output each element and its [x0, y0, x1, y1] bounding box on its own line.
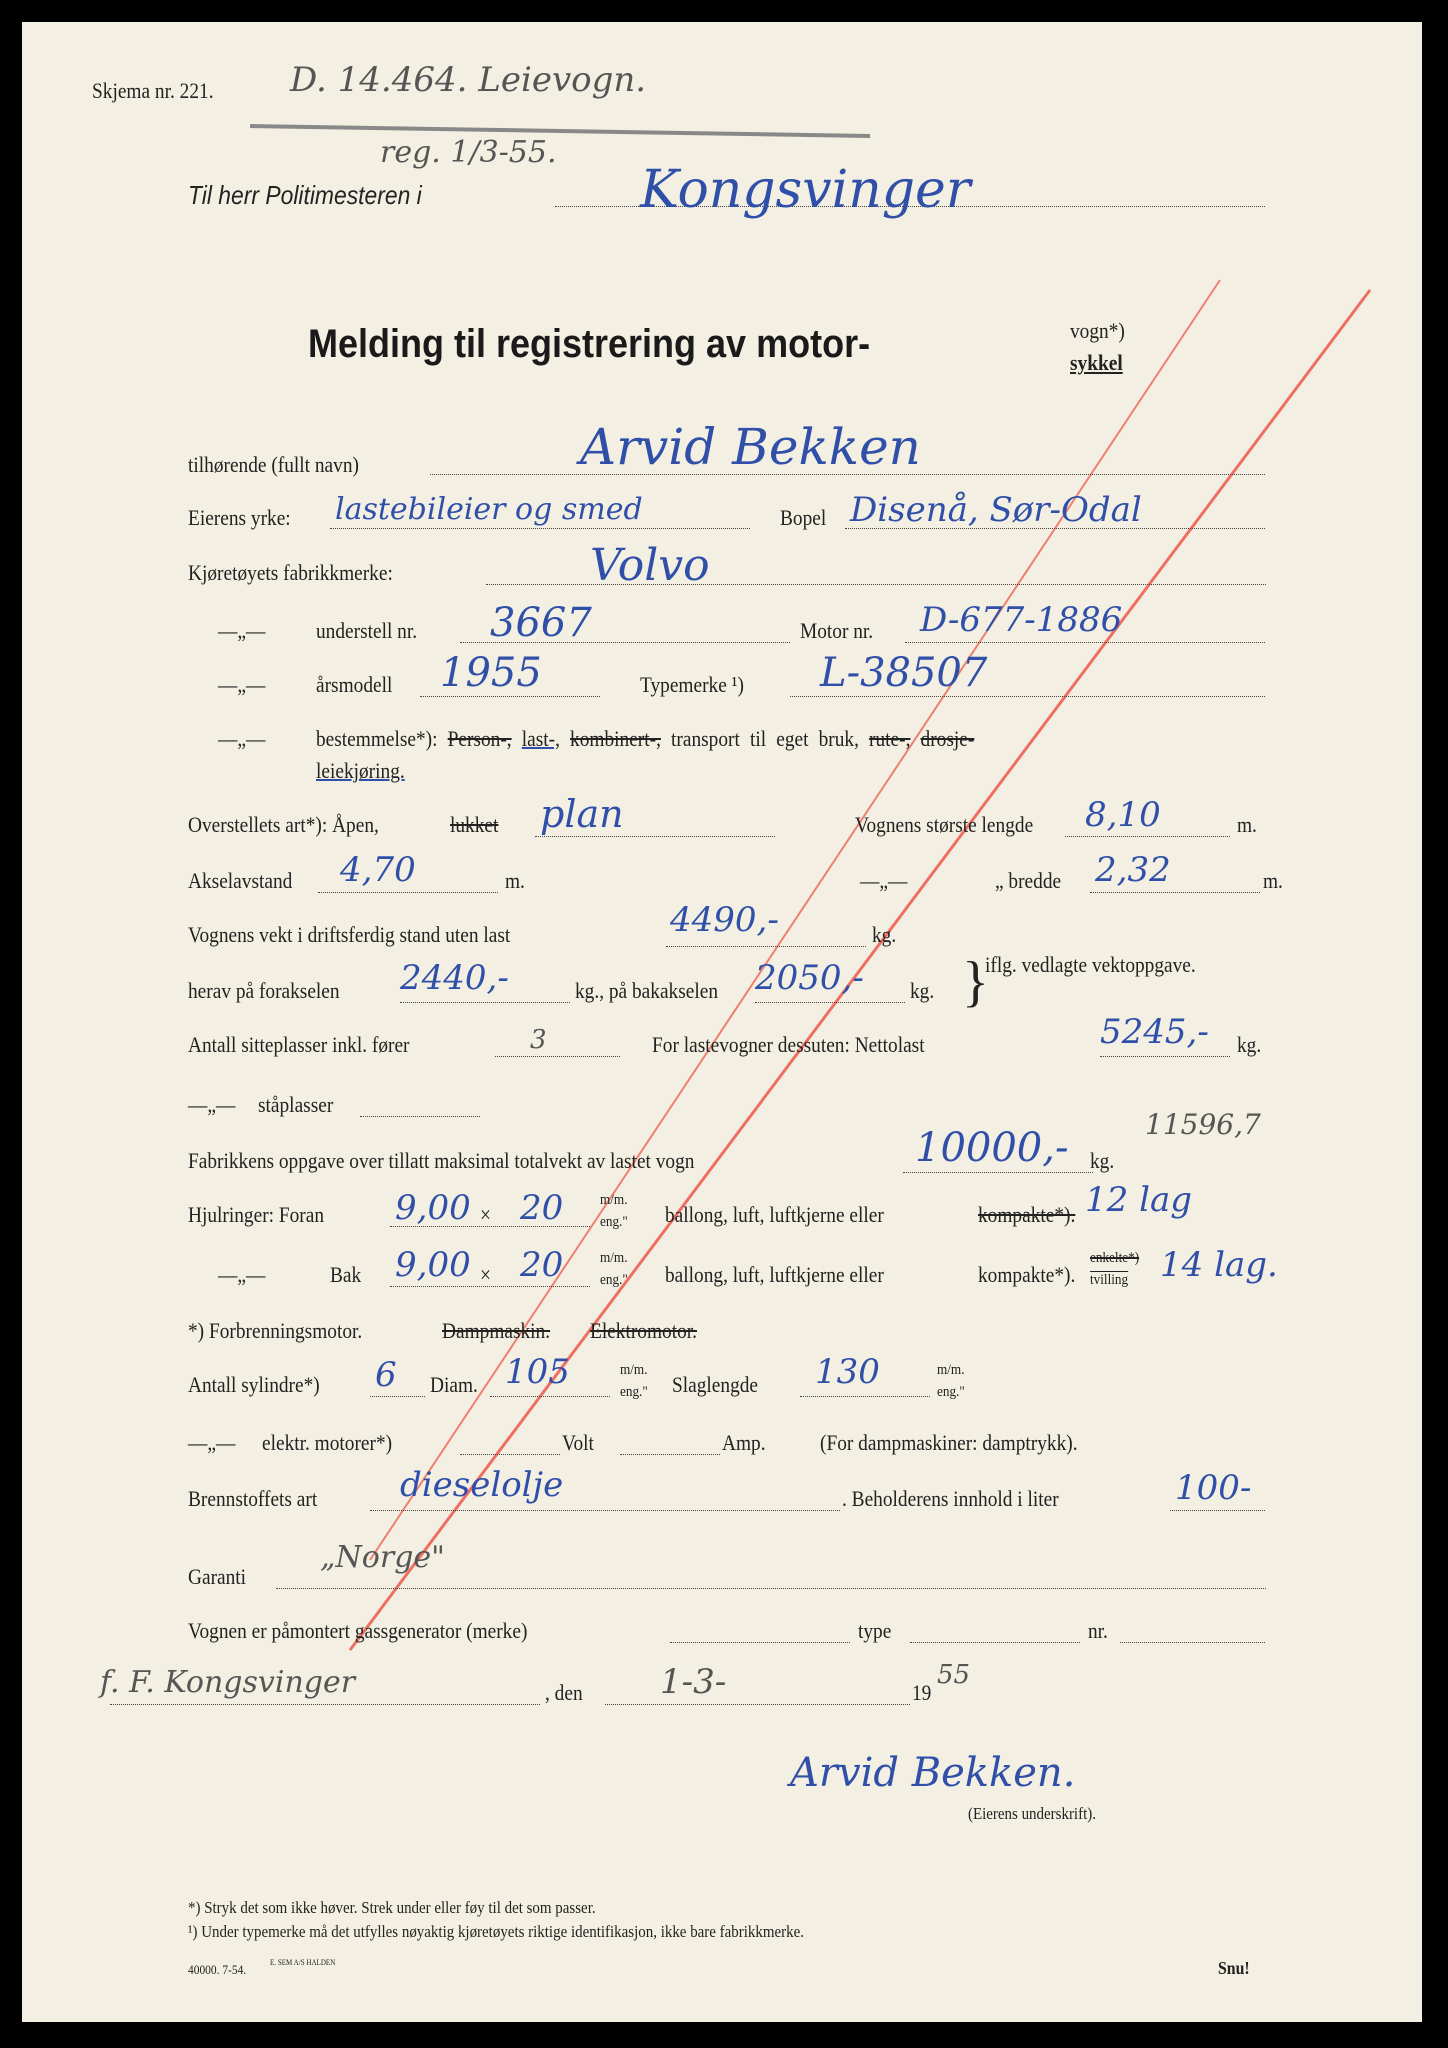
fuel-value: dieselolje — [400, 1465, 564, 1505]
place-value: f. F. Kongsvinger — [100, 1665, 356, 1700]
net-load-value: 5245,- — [1100, 1012, 1209, 1052]
wheelbase-value: 4,70 — [340, 850, 416, 890]
ditto-mark: —„— — [218, 672, 266, 697]
purpose-leie: leiekjøring. — [316, 758, 405, 783]
kompakte-struck: kompakte*). — [978, 1202, 1076, 1227]
ditto-mark: —„— — [218, 726, 266, 751]
ditto-mark: —„— — [860, 868, 908, 893]
type-value: L-38507 — [820, 650, 988, 696]
stroke-value: 130 — [815, 1352, 880, 1392]
unit-mm: m/m. — [620, 1362, 648, 1378]
tank-label: . Beholderens innhold i liter — [842, 1486, 1059, 1511]
wheelbase-label: Akselavstand — [188, 868, 293, 893]
front-tire-width: 9,00 — [395, 1188, 471, 1228]
owner-signature: Arvid Bekken. — [790, 1750, 1076, 1796]
unit-kg: kg. — [1237, 1032, 1262, 1057]
engine-value: D-677-1886 — [920, 600, 1123, 640]
front-axle-value: 2440,- — [400, 958, 509, 998]
tvilling: tvilling — [1090, 1272, 1129, 1288]
tire-types: ballong, luft, luftkjerne eller — [665, 1262, 884, 1287]
weight-value: 4490,- — [670, 900, 779, 940]
ditto-mark: —„— — [188, 1092, 236, 1117]
make-value: Volvo — [590, 540, 710, 591]
rear-axle-label: kg., på bakakselen — [575, 978, 718, 1003]
unit-kg: kg. — [910, 978, 935, 1003]
owner-value: Arvid Bekken — [580, 418, 921, 476]
date-value: 1-3- — [660, 1662, 727, 1702]
truck-label: For lastevogner dessuten: Nettolast — [652, 1032, 925, 1057]
printer-code: 40000. 7-54. — [188, 1962, 247, 1977]
footnote-1: *) Stryk det som ikke høver. Strek under eller føy til det som passer. — [188, 1898, 596, 1917]
brace: } — [962, 951, 989, 1013]
warranty-value: „Norge" — [320, 1540, 445, 1575]
owner-label: tilhørende (fullt navn) — [188, 452, 359, 477]
turn-over-note: Snu! — [1218, 1958, 1250, 1978]
printer-name: E. SEM A/S HALDEN — [270, 1958, 336, 1967]
times-sign: × — [480, 1262, 491, 1287]
unit-m: m. — [505, 868, 525, 893]
year-value: 1955 — [440, 650, 542, 696]
amp-label: Amp. — [722, 1430, 766, 1455]
seats-label: Antall sitteplasser inkl. fører — [188, 1032, 410, 1057]
front-axle-label: herav på forakselen — [188, 978, 340, 1003]
volt-label: Volt — [562, 1430, 594, 1455]
unit-m: m. — [1237, 812, 1257, 837]
margin-note: 11596,7 — [1145, 1108, 1261, 1141]
addressee-label: Til herr Politimesteren i — [188, 180, 422, 210]
max-weight-value: 10000,- — [915, 1125, 1069, 1171]
front-tires-label: Hjulringer: Foran — [188, 1202, 325, 1227]
fuel-label: Brennstoffets art — [188, 1486, 318, 1511]
hw-registration: reg. 1/3-55. — [380, 135, 557, 170]
gas-nr-label: nr. — [1088, 1618, 1108, 1643]
tire-types: ballong, luft, luftkjerne eller — [665, 1202, 884, 1227]
purpose-line: bestemmelse*): Person-, last-, kombinert-, transport til eget bruk, rute-, drosje- — [316, 726, 975, 751]
emotor-label: elektr. motorer*) — [262, 1430, 393, 1455]
type-label: Typemerke ¹) — [640, 672, 744, 697]
chassis-value: 3667 — [490, 600, 592, 646]
unit-mm: m/m. — [600, 1250, 628, 1266]
rear-tires-label: Bak — [330, 1262, 362, 1287]
front-ply: 12 lag — [1085, 1180, 1192, 1220]
rear-ply: 14 lag. — [1160, 1245, 1278, 1285]
pencil-line — [250, 126, 870, 136]
seats-value: 3 — [530, 1025, 547, 1055]
unit-mm: m/m. — [937, 1362, 965, 1378]
steam-struck: Dampmaskin. — [442, 1318, 551, 1343]
cylinders-label: Antall sylindre*) — [188, 1372, 320, 1397]
max-weight-label: Fabrikkens oppgave over tillatt maksimal totalvekt av lastet vogn — [188, 1148, 695, 1173]
form-number: Skjema nr. 221. — [92, 78, 214, 103]
form-title: Melding til registrering av motor- — [308, 322, 871, 366]
body-closed: lukket — [450, 812, 499, 837]
body-value: plan — [540, 792, 624, 836]
width-value: 2,32 — [1095, 850, 1171, 890]
kompakte: kompakte*). — [978, 1262, 1076, 1287]
width-label: „ bredde — [995, 868, 1062, 893]
stroke-label: Slaglengde — [672, 1372, 759, 1397]
diameter-value: 105 — [505, 1352, 570, 1392]
residence-value: Disenå, Sør-Odal — [850, 490, 1142, 530]
length-label: Vognens største lengde — [855, 812, 1034, 837]
unit-mm: m/m. — [600, 1192, 628, 1208]
hw-city: Kongsvinger — [640, 160, 971, 220]
gas-generator-label: Vognen er påmontert gassgenerator (merke) — [188, 1618, 528, 1643]
occupation-value: lastebileier og smed — [335, 492, 643, 527]
occupation-label: Eierens yrke: — [188, 505, 291, 530]
enkelte-struck: enkelte*) — [1090, 1250, 1140, 1266]
length-value: 8,10 — [1085, 795, 1161, 835]
title-option-sykkel: sykkel — [1070, 350, 1123, 375]
title-option-vogn: vogn*) — [1070, 318, 1125, 343]
unit-eng: eng." — [600, 1214, 628, 1230]
cylinders-value: 6 — [375, 1355, 397, 1395]
weight-note: iflg. vedlagte vektoppgave. — [985, 952, 1196, 977]
ditto-mark: —„— — [188, 1430, 236, 1455]
unit-eng: eng." — [600, 1272, 628, 1288]
make-label: Kjøretøyets fabrikkmerke: — [188, 560, 393, 585]
steam-note: (For dampmaskiner: damptrykk). — [820, 1430, 1078, 1455]
residence-label: Bopel — [780, 505, 827, 530]
unit-eng: eng." — [620, 1384, 648, 1400]
body-label: Overstellets art*): Åpen, — [188, 812, 379, 837]
front-tire-rim: 20 — [520, 1188, 564, 1228]
year-suffix: 55 — [937, 1660, 971, 1690]
year-prefix: 19 — [912, 1680, 932, 1705]
gas-type-label: type — [858, 1618, 892, 1643]
ditto-mark: —„— — [218, 618, 266, 643]
year-label: årsmodell — [316, 672, 393, 697]
signature-label: (Eierens underskrift). — [968, 1804, 1096, 1823]
weight-label: Vognens vekt i driftsferdig stand uten last — [188, 922, 511, 947]
ditto-mark: —„— — [218, 1262, 266, 1287]
standing-label: ståplasser — [258, 1092, 334, 1117]
times-sign: × — [480, 1202, 491, 1227]
tank-value: 100- — [1175, 1468, 1252, 1508]
hw-reference: D. 14.464. Leievogn. — [290, 60, 647, 100]
chassis-label: understell nr. — [316, 618, 418, 643]
unit-m: m. — [1263, 868, 1283, 893]
diameter-label: Diam. — [430, 1372, 478, 1397]
rear-axle-value: 2050,- — [755, 958, 864, 998]
rear-tire-rim: 20 — [520, 1245, 564, 1285]
warranty-label: Garanti — [188, 1564, 247, 1589]
engine-label: Motor nr. — [800, 618, 874, 643]
unit-kg: kg. — [872, 922, 897, 947]
footnote-2: ¹) Under typemerke må det utfylles nøyaktig kjøretøyets riktige identifikasjon, ikke bare fabrikkmerke. — [188, 1922, 804, 1941]
unit-kg: kg. — [1090, 1148, 1115, 1173]
unit-eng: eng." — [937, 1384, 965, 1400]
den-label: , den — [545, 1680, 583, 1705]
engine-type: *) Forbrenningsmotor. — [188, 1318, 363, 1343]
electric-struck: Elektromotor. — [590, 1318, 698, 1343]
rear-tire-width: 9,00 — [395, 1245, 471, 1285]
